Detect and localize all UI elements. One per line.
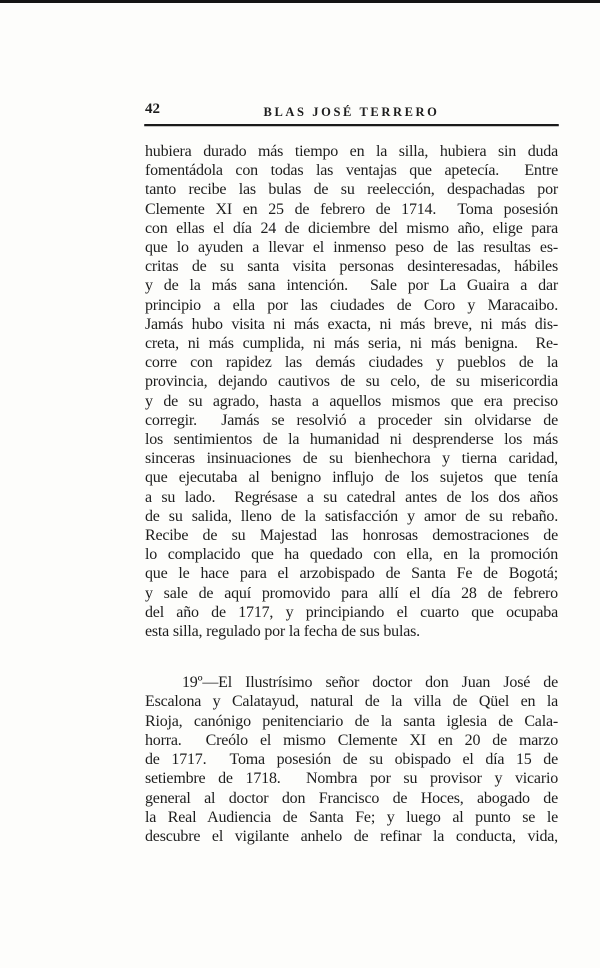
- text-line: Rioja, canónigo penitenciario de la santa iglesia de Cala-: [145, 712, 558, 730]
- text-line: que lo ayuden a llevar el inmenso peso de las resultas es-: [145, 239, 558, 257]
- text-line: lo complacido que ha quedado con ella, en la promoción: [145, 546, 558, 564]
- text-line: corregir. Jamás se resolvió a proceder sin olvidarse de: [145, 411, 558, 429]
- running-header-title: BLAS JOSÉ TERRERO: [263, 105, 440, 119]
- text-line: provincia, dejando cautivos de su celo, de su misericordia: [145, 373, 558, 391]
- text-line: Recibe de su Majestad las honrosas demostraciones de: [145, 527, 558, 545]
- page-body: [145, 142, 558, 846]
- text-line: horra. Creólo el mismo Clemente XI en 20 de marzo: [145, 731, 558, 749]
- text-line: la Real Audiencia de Santa Fe; y luego al punto se le: [145, 808, 558, 826]
- text-line: y de la más sana intención. Sale por La Guaira a dar: [145, 277, 558, 295]
- text-line: y de su agrado, hasta a aquellos mismos que era preciso: [145, 392, 558, 410]
- text-line: general al doctor don Francisco de Hoces, abogado de: [145, 789, 558, 807]
- text-line: de 1717. Toma posesión de su obispado el día 15 de: [145, 751, 558, 769]
- text-line: que le hace para el arzobispado de Santa Fe de Bogotá;: [145, 565, 558, 583]
- text-line: que ejecutaba al benigno influjo de los sujetos que tenía: [145, 469, 558, 487]
- text-line: y sale de aquí promovido para allí el día 28 de febrero: [145, 584, 558, 602]
- paragraph-1: [145, 142, 558, 641]
- text-line: critas de su santa visita personas desinteresadas, hábiles: [145, 258, 558, 276]
- text-line: esta silla, regulado por la fecha de sus bulas.: [145, 623, 420, 641]
- text-line: descubre el vigilante anhelo de refinar la conducta, vida,: [145, 827, 558, 845]
- header-rule: [144, 124, 559, 126]
- text-line: creta, ni más cumplida, ni más seria, ni más benigna. Re-: [145, 335, 558, 353]
- text-line: Escalona y Calatayud, natural de la villa de Qüel en la: [145, 693, 558, 711]
- paragraph-2: [145, 673, 558, 846]
- text-line: principio a ella por las ciudades de Coro y Maracaibo.: [145, 296, 558, 314]
- text-line: tanto recibe las bulas de su reelección, despachadas por: [145, 181, 558, 199]
- page-header: [145, 100, 558, 124]
- text-line: sinceras insinuaciones de su bienhechora y tierna caridad,: [145, 450, 558, 468]
- text-line: 19º—El Ilustrísimo señor doctor don Juan José de: [182, 674, 558, 692]
- text-line: Clemente XI en 25 de febrero de 1714. Toma posesión: [145, 200, 558, 218]
- text-line: a su lado. Regrésase a su catedral antes de los dos años: [145, 488, 558, 506]
- text-line: Jamás hubo visita ni más exacta, ni más breve, ni más dis-: [145, 315, 558, 333]
- text-line: setiembre de 1718. Nombra por su provisor y vicario: [145, 770, 558, 788]
- text-line: corre con rapidez las demás ciudades y pueblos de la: [145, 354, 558, 372]
- text-line: con ellas el día 24 de diciembre del mismo año, elige para: [145, 219, 558, 237]
- text-line: del año de 1717, y principiando el cuarto que ocupaba: [145, 603, 558, 621]
- scan-edge-line: [0, 0, 600, 3]
- text-line: hubiera durado más tiempo en la silla, hubiera sin duda: [145, 143, 558, 160]
- page-number: 42: [145, 101, 160, 117]
- text-line: de su salida, lleno de la satisfacción y amor de su rebaño.: [145, 507, 558, 525]
- text-line: los sentimientos de la humanidad ni desprenderse los más: [145, 431, 558, 449]
- text-line: fomentádola con todas las ventajas que apetecía. Entre: [145, 162, 558, 180]
